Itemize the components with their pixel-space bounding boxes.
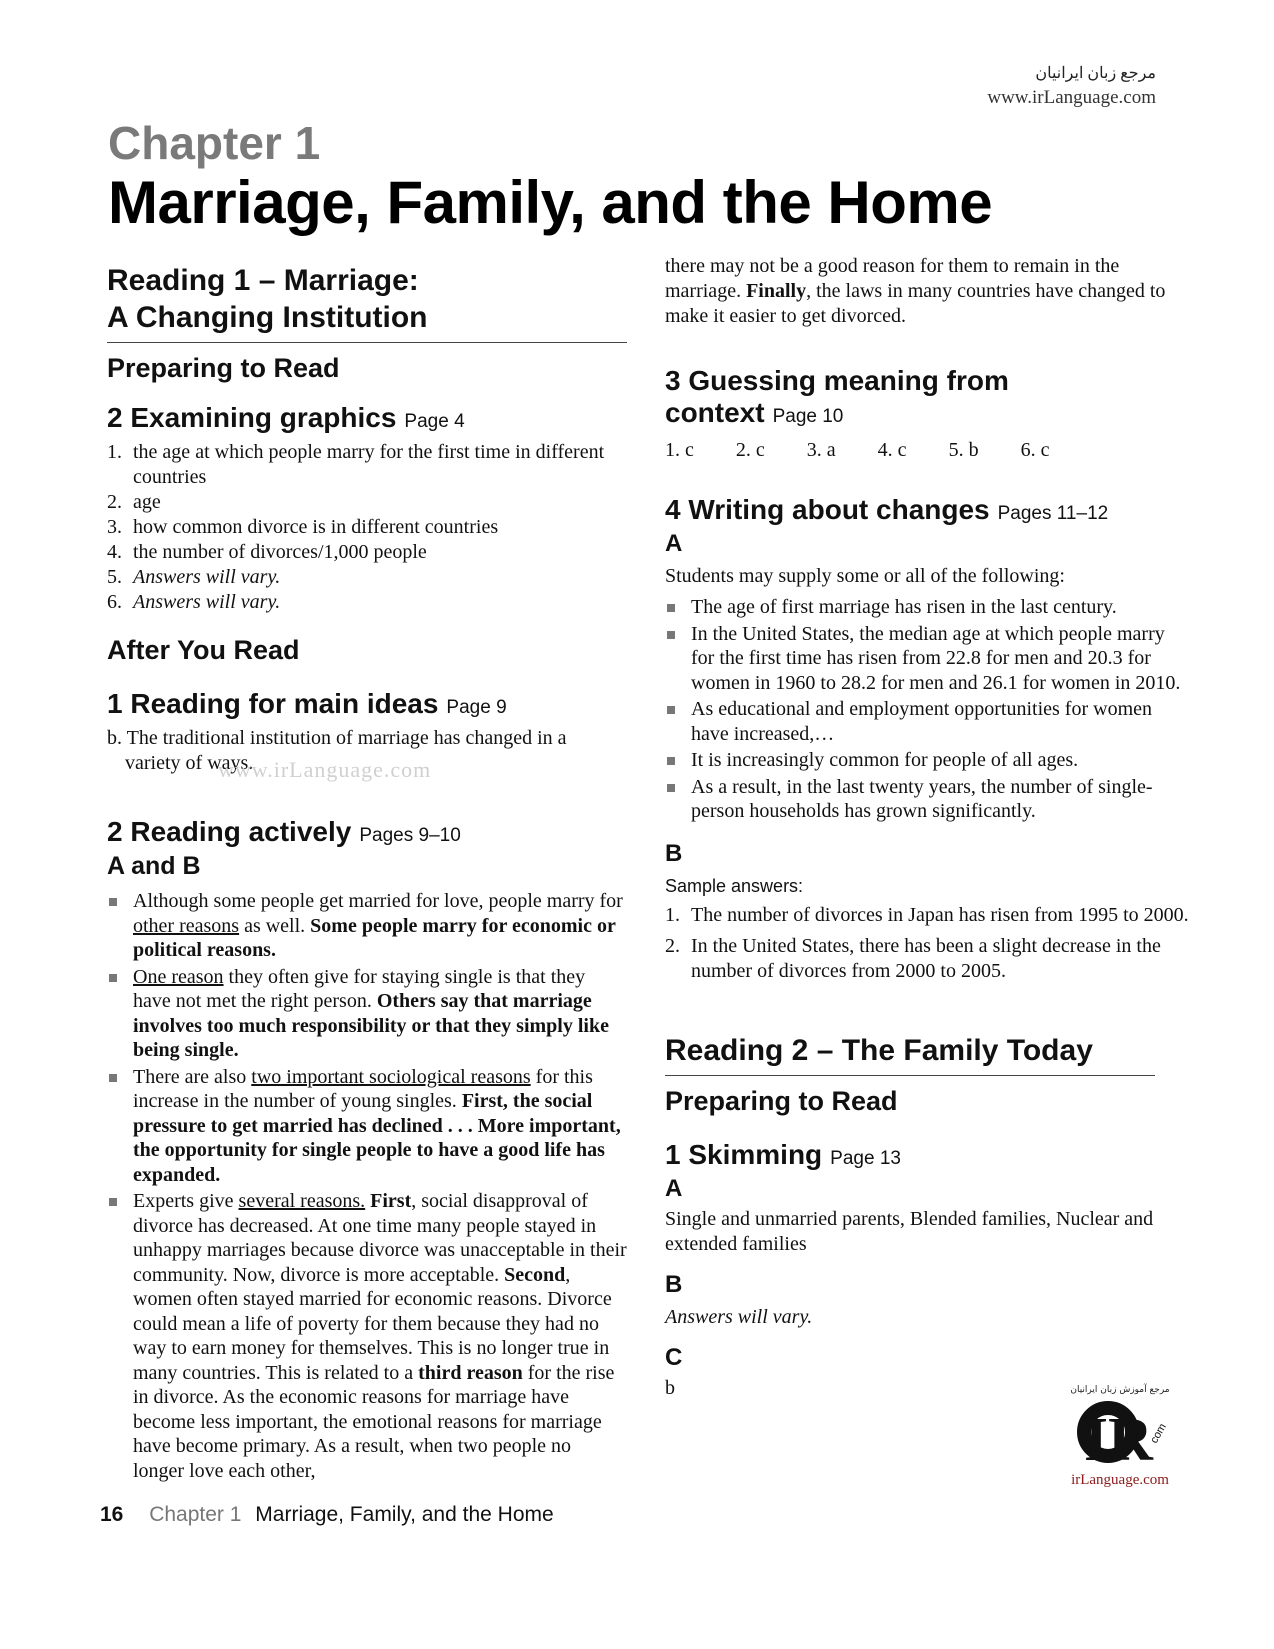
examining-graphics-title: 2 Examining graphics [107, 402, 397, 433]
skimming-a-text: Single and unmarried parents, Blended families, Nuclear and extended families [665, 1207, 1154, 1255]
page-ref: Page 13 [830, 1147, 901, 1169]
reading2-heading [665, 1032, 1155, 1076]
irlanguage-logo [1060, 1380, 1180, 1490]
reading-actively-bullets [107, 889, 627, 1483]
a-and-b-label: A and B [107, 852, 201, 880]
preparing-to-read-heading: Preparing to Read [107, 353, 340, 383]
page-ref: Page 10 [772, 406, 844, 427]
logo-graphic [1060, 1380, 1180, 1490]
list-item: 3. how common divorce is in different countries [107, 516, 499, 538]
list-item: 1. the age at which people marry for the first time in different countries [107, 441, 605, 488]
skimming-b-text: Answers will vary. [665, 1305, 813, 1328]
exercise-heading [665, 1139, 1190, 1171]
sample-answers-list [665, 903, 1190, 984]
page-ref: Page 9 [446, 697, 507, 718]
page-footer [100, 1503, 554, 1527]
list-item: As a result, in the last twenty years, the number of single-person households has grown significantly. [665, 775, 1190, 824]
list-item: 2. In the United States, there has been a slight decrease in the number of divorces from 2000 to 2005. [665, 934, 1161, 982]
logo-fa-text: مرجع آموزش زبان ایرانیان [1070, 1385, 1170, 1395]
reading-actively-title: 2 Reading actively [107, 816, 352, 847]
reading1-title-line1: Reading 1 – Marriage: [107, 264, 419, 297]
answer: 3. a [806, 439, 836, 461]
list-item: There are also two important sociological reasons for this increase in the number of young singles. First, the social pressure to get married has declined . . . More important, the opportunity for single people to have a good life has expanded. [107, 1065, 627, 1188]
list-item: In the United States, the median age at which people marry for the first time has risen from 22.8 for men and 20.3 for women in 1960 to 28.2 for men and 26.1 for women in 2010. [665, 622, 1190, 696]
answer: 6. c [1020, 439, 1050, 461]
list-item: As educational and employment opportunities for women have increased,… [665, 697, 1190, 746]
skimming-a-label: A [665, 1174, 683, 1202]
reading1-heading [107, 262, 627, 343]
answer: 2. c [735, 439, 765, 461]
exercise-heading [107, 688, 627, 720]
list-item: The age of first marriage has risen in the last century. [665, 595, 1190, 620]
answer: 4. c [877, 439, 907, 461]
list-item: Although some people get married for love, people marry for other reasons as well. Some people marry for economic or political reasons. [107, 889, 627, 963]
list-item: 1. The number of divorces in Japan has risen from 1995 to 2000. [665, 903, 1189, 926]
exercise-heading [107, 402, 627, 434]
footer-chapter: Chapter 1 [149, 1503, 242, 1526]
footer-title: Marriage, Family, and the Home [255, 1503, 554, 1526]
main-ideas-answer: b. The traditional institution of marriage has changed in a variety of ways. [107, 727, 567, 774]
reading2-title: Reading 2 – The Family Today [665, 1033, 1093, 1067]
answer: 1. c [665, 439, 694, 461]
left-column [107, 262, 627, 1485]
chapter-title: Marriage, Family, and the Home [108, 169, 993, 236]
list-item: It is increasingly common for people of all ages. [665, 748, 1190, 773]
list-item: 5. Answers will vary. [107, 566, 281, 588]
guessing-meaning-title-line2: context [665, 397, 765, 428]
continued-text: there may not be a good reason for them to remain in the marriage. Finally, the laws in many countries have changed to make it easier to get divorced. [665, 255, 1166, 327]
guessing-meaning-title-line1: 3 Guessing meaning from [665, 365, 1009, 396]
guessing-answers [665, 439, 1190, 462]
skimming-title: 1 Skimming [665, 1138, 823, 1170]
exercise-heading [665, 494, 1190, 526]
page-ref: Page 4 [404, 411, 465, 432]
skimming-c-label: C [665, 1343, 683, 1371]
watermark-middle: www.irLanguage.com [218, 757, 432, 782]
watermark-url: www.irLanguage.com [987, 87, 1156, 108]
list-item: Experts give several reasons. First, social disapproval of divorce has decreased. At one time many people stayed in unhappy marriages because divorce was unacceptable in their community. Now, divorce is more acceptable. Second, women often stayed married for economic reasons. Divorce could mean a life of poverty for them because they had no way to earn money for themselves. This is no longer true in many countries. This is related to a third reason for the rise in divorce. As the economic reasons for marriage have become less important, the emotional reasons for marriage have become primary. As a result, when two people no longer love each other, [107, 1189, 627, 1483]
list-item: One reason they often give for staying single is that they have not met the right person. Others say that marriage involves too much responsibility or that they simply like being single. [107, 965, 627, 1063]
watermark-top [987, 62, 1156, 110]
logo-letters: IR [1084, 1406, 1153, 1474]
preparing-to-read-heading: Preparing to Read [665, 1085, 898, 1116]
exercise-heading [107, 816, 627, 848]
list-item: 4. the number of divorces/1,000 people [107, 541, 427, 563]
skimming-b-label: B [665, 1270, 683, 1298]
skimming-c-text: b [665, 1376, 675, 1399]
sample-answers-label: Sample answers: [665, 875, 804, 896]
section-b-label: B [665, 839, 683, 867]
page-ref: Pages 9–10 [359, 825, 461, 846]
page-ref: Pages 11–12 [997, 503, 1109, 524]
reading1-title-line2: A Changing Institution [107, 301, 428, 334]
page-number: 16 [100, 1503, 124, 1526]
writing-bullets [665, 595, 1190, 824]
chapter-label: Chapter 1 [108, 117, 321, 169]
exercise-heading [665, 365, 1190, 433]
writing-changes-title: 4 Writing about changes [665, 494, 990, 525]
main-ideas-title: 1 Reading for main ideas [107, 688, 439, 719]
list-item: 6. Answers will vary. [107, 591, 281, 613]
list-item: 2. age [107, 491, 161, 513]
logo-side-text: com [1148, 1421, 1169, 1446]
section-a-label: A [665, 530, 683, 557]
right-column [665, 255, 1190, 1401]
after-you-read-heading: After You Read [107, 635, 300, 665]
writing-intro: Students may supply some or all of the following: [665, 565, 1065, 587]
watermark-fa-text: مرجع زبان ایرانیان [1035, 65, 1156, 82]
answer: 5. b [948, 439, 979, 461]
examining-graphics-list [107, 440, 627, 615]
logo-text: irLanguage.com [1071, 1472, 1169, 1488]
